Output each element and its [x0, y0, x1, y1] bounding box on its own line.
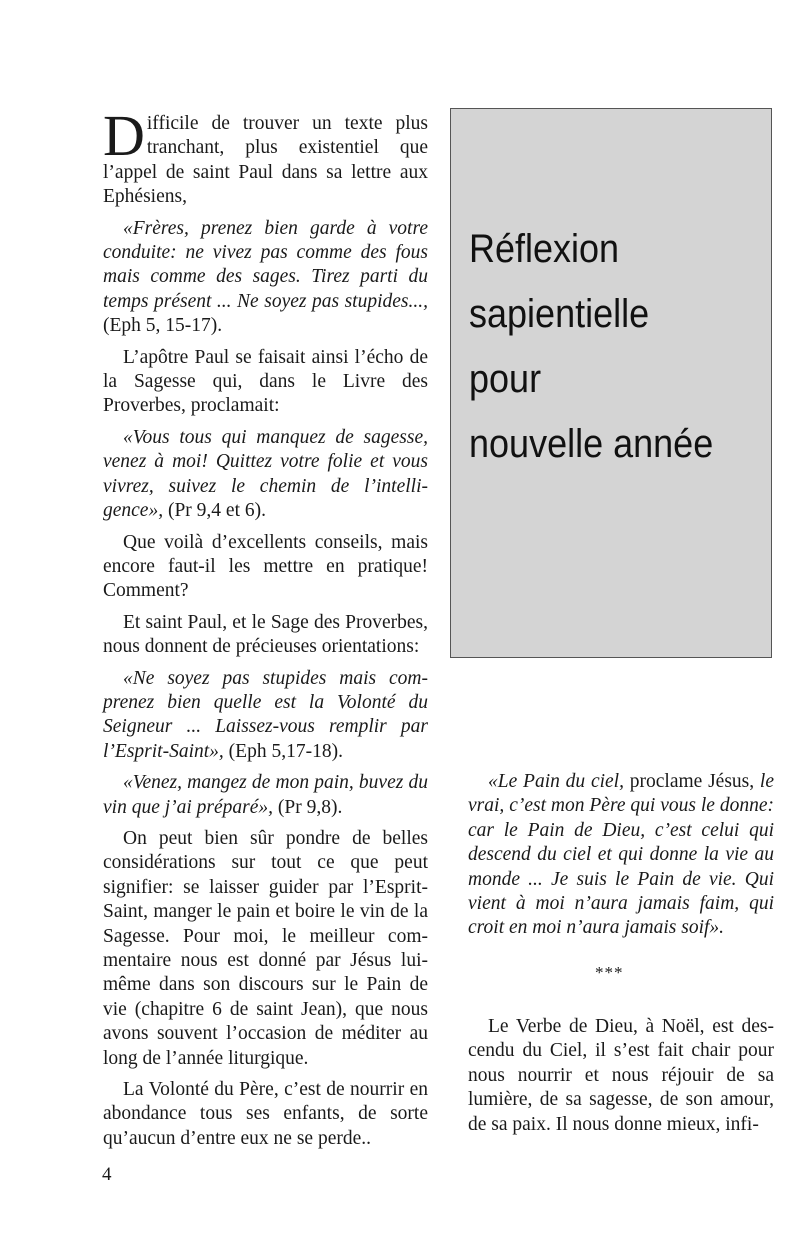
right-column-upper	[468, 770, 774, 948]
paragraph-orientations: Et saint Paul, et le Sage des Proverbes, nous donnent de précieuses orientations:	[103, 611, 428, 658]
title-box	[450, 108, 772, 658]
title-line: pour	[469, 357, 542, 401]
paragraph-advice: Que voilà d’excellents conseils, mais encore faut-il les mettre en pratique! Comment?	[103, 531, 428, 602]
title-line: Réflexion	[469, 227, 620, 271]
paragraph-word-of-god: Le Verbe de Dieu, à Noël, est descendu du Ciel, il s’est fait chair pour nous nourrir et nous réjouir de sa lumière, de sa sagesse, de son amour, de sa paix. Il nous donne mieux, infi-	[468, 1016, 774, 1135]
quote-ephesians-2: «Ne soyez pas stupides mais comprenez bien quelle est la Volonté du Seigneur ... Laissez-vous remplir par l’Esprit-Saint», (Eph 5,17-18).	[103, 667, 428, 762]
article-title	[469, 217, 739, 477]
paragraph-wisdom: L’apôtre Paul se faisait ainsi l’écho de la Sagesse qui, dans le Livre des Proverbes, proclamait:	[103, 346, 428, 417]
title-line: sapientielle	[469, 292, 650, 336]
quote-proverbs: «Vous tous qui manquez de sagesse, venez à moi! Quittez votre folie et vous vivrez, suivez le chemin de l’intelligence», (Pr 9,4 et 6).	[103, 426, 428, 522]
left-column	[103, 103, 428, 1158]
title-line: nouvelle année	[469, 422, 714, 466]
quote-bread-of-heaven: «Le Pain du ciel, proclame Jésus, le vrai, c’est mon Père qui vous le donne: car le Pain de Dieu, c’est celui qui descend du ciel et qui donne la vie au monde ... Je suis le Pain de vie. Qui vient à moi n’aura jamais faim, qui croit en moi n’aura jamais soif».	[468, 771, 774, 939]
section-separator: ***	[595, 963, 624, 982]
drop-cap: D	[103, 103, 145, 168]
quote-ephesians: «Frères, prenez bien garde à votre conduite: ne vivez pas comme des fous mais comme des sages. Tirez parti du temps présent ... Ne soyez pas stupides..., (Eph 5, 15-17).	[103, 217, 428, 337]
quote-proverbs-2: «Venez, mangez de mon pain, buvez du vin que j’ai préparé», (Pr 9,8).	[103, 772, 428, 818]
paragraph-commentary: On peut bien sûr pondre de belles considérations sur tout ce que peut signifier: se laisser guider par l’Esprit-Saint, manger le pain et boire le vin de la Sagesse. Pour moi, le meilleur commentaire nous est donné par Jésus lui-même dans son discours sur le Pain de vie (chapitre 6 de saint Jean), que nous avons souvent l’occasion de méditer au long de l’année liturgique.	[103, 827, 428, 1069]
paragraph-intro: Difficile de trouver un texte plus tranchant, plus existentiel que l’appel de saint Paul dans sa lettre aux Ephésiens,	[103, 103, 428, 208]
right-column-lower	[468, 1015, 774, 1144]
paragraph-will-of-father: La Volonté du Père, c’est de nourrir en abondance tous ses enfants, de sorte qu’aucun d’entre eux ne se perde..	[103, 1079, 428, 1149]
page-number: 4	[102, 1164, 112, 1185]
